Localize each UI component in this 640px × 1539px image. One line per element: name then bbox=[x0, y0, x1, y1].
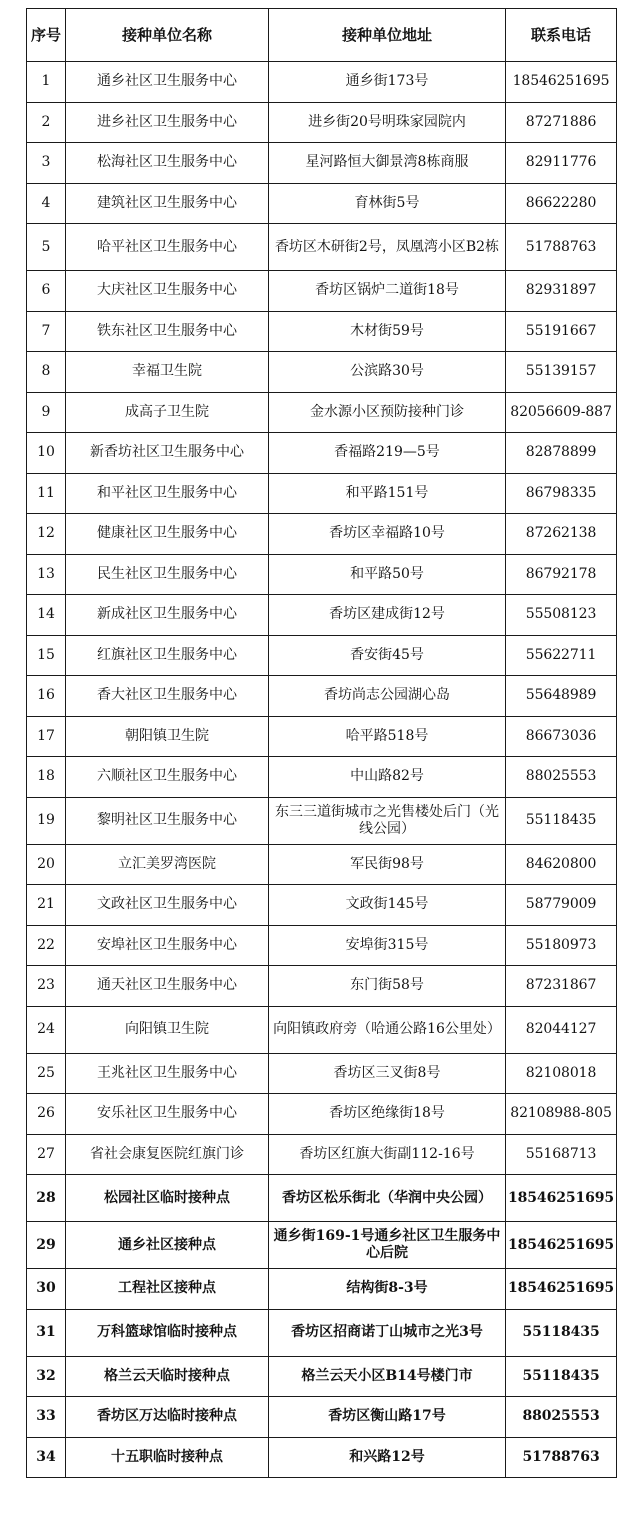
header-phone: 联系电话 bbox=[506, 9, 617, 62]
site-name: 文政社区卫生服务中心 bbox=[66, 885, 269, 926]
site-name: 成高子卫生院 bbox=[66, 392, 269, 433]
site-phone: 87271886 bbox=[506, 102, 617, 143]
table-row bbox=[27, 844, 617, 885]
row-index: 15 bbox=[27, 635, 66, 676]
site-address: 东门街58号 bbox=[269, 966, 506, 1007]
site-address: 东三三道街城市之光售楼处后门（光线公园） bbox=[269, 797, 506, 844]
site-name: 通乡社区卫生服务中心 bbox=[66, 62, 269, 103]
site-address: 结构街8-3号 bbox=[269, 1269, 506, 1310]
site-name: 通天社区卫生服务中心 bbox=[66, 966, 269, 1007]
site-address: 金水源小区预防接种门诊 bbox=[269, 392, 506, 433]
site-phone: 55622711 bbox=[506, 635, 617, 676]
table-row bbox=[27, 1175, 617, 1222]
row-index: 29 bbox=[27, 1222, 66, 1269]
row-index: 18 bbox=[27, 757, 66, 798]
table-row bbox=[27, 1134, 617, 1175]
site-address: 香安街45号 bbox=[269, 635, 506, 676]
site-address: 香坊区建成街12号 bbox=[269, 595, 506, 636]
table-header-row bbox=[27, 9, 617, 62]
site-phone: 82108988-805 bbox=[506, 1094, 617, 1135]
site-name: 十五职临时接种点 bbox=[66, 1437, 269, 1478]
row-index: 21 bbox=[27, 885, 66, 926]
site-phone: 18546251695 bbox=[506, 1175, 617, 1222]
site-name: 进乡社区卫生服务中心 bbox=[66, 102, 269, 143]
site-name: 安乐社区卫生服务中心 bbox=[66, 1094, 269, 1135]
site-phone: 82044127 bbox=[506, 1006, 617, 1053]
row-index: 7 bbox=[27, 311, 66, 352]
row-index: 1 bbox=[27, 62, 66, 103]
table-row bbox=[27, 1006, 617, 1053]
site-address: 育林街5号 bbox=[269, 183, 506, 224]
site-name: 六顺社区卫生服务中心 bbox=[66, 757, 269, 798]
site-phone: 82878899 bbox=[506, 433, 617, 474]
site-phone: 86622280 bbox=[506, 183, 617, 224]
site-phone: 55118435 bbox=[506, 1309, 617, 1356]
site-name: 松园社区临时接种点 bbox=[66, 1175, 269, 1222]
site-name: 建筑社区卫生服务中心 bbox=[66, 183, 269, 224]
table-row bbox=[27, 514, 617, 555]
table-row bbox=[27, 554, 617, 595]
site-name: 健康社区卫生服务中心 bbox=[66, 514, 269, 555]
table-row bbox=[27, 392, 617, 433]
row-index: 10 bbox=[27, 433, 66, 474]
site-address: 香坊区衡山路17号 bbox=[269, 1397, 506, 1438]
site-name: 黎明社区卫生服务中心 bbox=[66, 797, 269, 844]
row-index: 32 bbox=[27, 1356, 66, 1397]
site-phone: 51788763 bbox=[506, 1437, 617, 1478]
site-address: 中山路82号 bbox=[269, 757, 506, 798]
table-row bbox=[27, 143, 617, 184]
site-name: 格兰云天临时接种点 bbox=[66, 1356, 269, 1397]
site-phone: 55191667 bbox=[506, 311, 617, 352]
site-address: 向阳镇政府旁（哈通公路16公里处） bbox=[269, 1006, 506, 1053]
site-address: 香坊区木研街2号，凤凰湾小区B2栋 bbox=[269, 224, 506, 271]
site-phone: 86792178 bbox=[506, 554, 617, 595]
site-address: 和平路50号 bbox=[269, 554, 506, 595]
site-name: 民生社区卫生服务中心 bbox=[66, 554, 269, 595]
site-address: 公滨路30号 bbox=[269, 352, 506, 393]
site-phone: 51788763 bbox=[506, 224, 617, 271]
site-name: 工程社区接种点 bbox=[66, 1269, 269, 1310]
site-name: 和平社区卫生服务中心 bbox=[66, 473, 269, 514]
table-row bbox=[27, 595, 617, 636]
site-phone: 86798335 bbox=[506, 473, 617, 514]
site-phone: 82108018 bbox=[506, 1053, 617, 1094]
site-address: 文政街145号 bbox=[269, 885, 506, 926]
site-address: 香坊区三叉街8号 bbox=[269, 1053, 506, 1094]
row-index: 22 bbox=[27, 925, 66, 966]
table-row bbox=[27, 716, 617, 757]
row-index: 23 bbox=[27, 966, 66, 1007]
site-phone: 82931897 bbox=[506, 271, 617, 312]
site-name: 向阳镇卫生院 bbox=[66, 1006, 269, 1053]
row-index: 26 bbox=[27, 1094, 66, 1135]
site-name: 铁东社区卫生服务中心 bbox=[66, 311, 269, 352]
site-phone: 55508123 bbox=[506, 595, 617, 636]
row-index: 27 bbox=[27, 1134, 66, 1175]
table-row bbox=[27, 1437, 617, 1478]
site-phone: 58779009 bbox=[506, 885, 617, 926]
table-row bbox=[27, 676, 617, 717]
site-phone: 55118435 bbox=[506, 797, 617, 844]
site-address: 香坊区绝缘街18号 bbox=[269, 1094, 506, 1135]
row-index: 24 bbox=[27, 1006, 66, 1053]
site-phone: 18546251695 bbox=[506, 62, 617, 103]
site-phone: 82056609-887 bbox=[506, 392, 617, 433]
row-index: 16 bbox=[27, 676, 66, 717]
site-name: 朝阳镇卫生院 bbox=[66, 716, 269, 757]
table-row bbox=[27, 925, 617, 966]
site-phone: 55180973 bbox=[506, 925, 617, 966]
row-index: 9 bbox=[27, 392, 66, 433]
site-phone: 55118435 bbox=[506, 1356, 617, 1397]
table-row bbox=[27, 1094, 617, 1135]
site-phone: 18546251695 bbox=[506, 1269, 617, 1310]
row-index: 31 bbox=[27, 1309, 66, 1356]
row-index: 20 bbox=[27, 844, 66, 885]
row-index: 25 bbox=[27, 1053, 66, 1094]
table-row bbox=[27, 224, 617, 271]
header-name: 接种单位名称 bbox=[66, 9, 269, 62]
table-row bbox=[27, 271, 617, 312]
site-phone: 87231867 bbox=[506, 966, 617, 1007]
row-index: 28 bbox=[27, 1175, 66, 1222]
site-phone: 86673036 bbox=[506, 716, 617, 757]
site-name: 松海社区卫生服务中心 bbox=[66, 143, 269, 184]
row-index: 13 bbox=[27, 554, 66, 595]
table-row bbox=[27, 1269, 617, 1310]
site-name: 幸福卫生院 bbox=[66, 352, 269, 393]
table-row bbox=[27, 966, 617, 1007]
header-index: 序号 bbox=[27, 9, 66, 62]
site-address: 和平路151号 bbox=[269, 473, 506, 514]
vaccination-sites-table bbox=[26, 8, 617, 1478]
site-phone: 18546251695 bbox=[506, 1222, 617, 1269]
row-index: 19 bbox=[27, 797, 66, 844]
table-row bbox=[27, 1309, 617, 1356]
table-row bbox=[27, 473, 617, 514]
table-row bbox=[27, 635, 617, 676]
site-address: 香坊尚志公园湖心岛 bbox=[269, 676, 506, 717]
row-index: 34 bbox=[27, 1437, 66, 1478]
table-row bbox=[27, 433, 617, 474]
site-address: 安埠街315号 bbox=[269, 925, 506, 966]
site-address: 香坊区松乐街北（华润中央公园） bbox=[269, 1175, 506, 1222]
site-name: 万科篮球馆临时接种点 bbox=[66, 1309, 269, 1356]
site-phone: 88025553 bbox=[506, 757, 617, 798]
site-address: 进乡街20号明珠家园院内 bbox=[269, 102, 506, 143]
site-address: 通乡街169-1号通乡社区卫生服务中心后院 bbox=[269, 1222, 506, 1269]
table-row bbox=[27, 62, 617, 103]
row-index: 5 bbox=[27, 224, 66, 271]
site-phone: 88025553 bbox=[506, 1397, 617, 1438]
row-index: 2 bbox=[27, 102, 66, 143]
site-name: 红旗社区卫生服务中心 bbox=[66, 635, 269, 676]
site-address: 香坊区锅炉二道街18号 bbox=[269, 271, 506, 312]
site-name: 通乡社区接种点 bbox=[66, 1222, 269, 1269]
row-index: 30 bbox=[27, 1269, 66, 1310]
table-row bbox=[27, 1222, 617, 1269]
table-row bbox=[27, 352, 617, 393]
table-body bbox=[27, 62, 617, 1478]
table-row bbox=[27, 757, 617, 798]
site-address: 香福路219—5号 bbox=[269, 433, 506, 474]
site-address: 香坊区招商诺丁山城市之光3号 bbox=[269, 1309, 506, 1356]
site-name: 香大社区卫生服务中心 bbox=[66, 676, 269, 717]
site-phone: 84620800 bbox=[506, 844, 617, 885]
site-name: 立汇美罗湾医院 bbox=[66, 844, 269, 885]
site-address: 香坊区幸福路10号 bbox=[269, 514, 506, 555]
site-address: 木材街59号 bbox=[269, 311, 506, 352]
row-index: 12 bbox=[27, 514, 66, 555]
row-index: 14 bbox=[27, 595, 66, 636]
table-row bbox=[27, 183, 617, 224]
site-phone: 82911776 bbox=[506, 143, 617, 184]
row-index: 17 bbox=[27, 716, 66, 757]
site-phone: 87262138 bbox=[506, 514, 617, 555]
site-address: 军民街98号 bbox=[269, 844, 506, 885]
site-name: 新香坊社区卫生服务中心 bbox=[66, 433, 269, 474]
site-name: 新成社区卫生服务中心 bbox=[66, 595, 269, 636]
site-name: 省社会康复医院红旗门诊 bbox=[66, 1134, 269, 1175]
row-index: 33 bbox=[27, 1397, 66, 1438]
site-address: 格兰云天小区B14号楼门市 bbox=[269, 1356, 506, 1397]
site-name: 大庆社区卫生服务中心 bbox=[66, 271, 269, 312]
site-name: 哈平社区卫生服务中心 bbox=[66, 224, 269, 271]
site-phone: 55139157 bbox=[506, 352, 617, 393]
site-name: 安埠社区卫生服务中心 bbox=[66, 925, 269, 966]
row-index: 8 bbox=[27, 352, 66, 393]
row-index: 11 bbox=[27, 473, 66, 514]
row-index: 4 bbox=[27, 183, 66, 224]
site-phone: 55648989 bbox=[506, 676, 617, 717]
row-index: 3 bbox=[27, 143, 66, 184]
site-phone: 55168713 bbox=[506, 1134, 617, 1175]
table-row bbox=[27, 885, 617, 926]
table-row bbox=[27, 311, 617, 352]
row-index: 6 bbox=[27, 271, 66, 312]
header-address: 接种单位地址 bbox=[269, 9, 506, 62]
site-name: 王兆社区卫生服务中心 bbox=[66, 1053, 269, 1094]
table-row bbox=[27, 1053, 617, 1094]
site-address: 哈平路518号 bbox=[269, 716, 506, 757]
site-address: 星河路恒大御景湾8栋商服 bbox=[269, 143, 506, 184]
table-row bbox=[27, 102, 617, 143]
site-address: 和兴路12号 bbox=[269, 1437, 506, 1478]
site-name: 香坊区万达临时接种点 bbox=[66, 1397, 269, 1438]
table-row bbox=[27, 1356, 617, 1397]
site-address: 通乡街173号 bbox=[269, 62, 506, 103]
table-row bbox=[27, 797, 617, 844]
table-row bbox=[27, 1397, 617, 1438]
site-address: 香坊区红旗大街副112-16号 bbox=[269, 1134, 506, 1175]
